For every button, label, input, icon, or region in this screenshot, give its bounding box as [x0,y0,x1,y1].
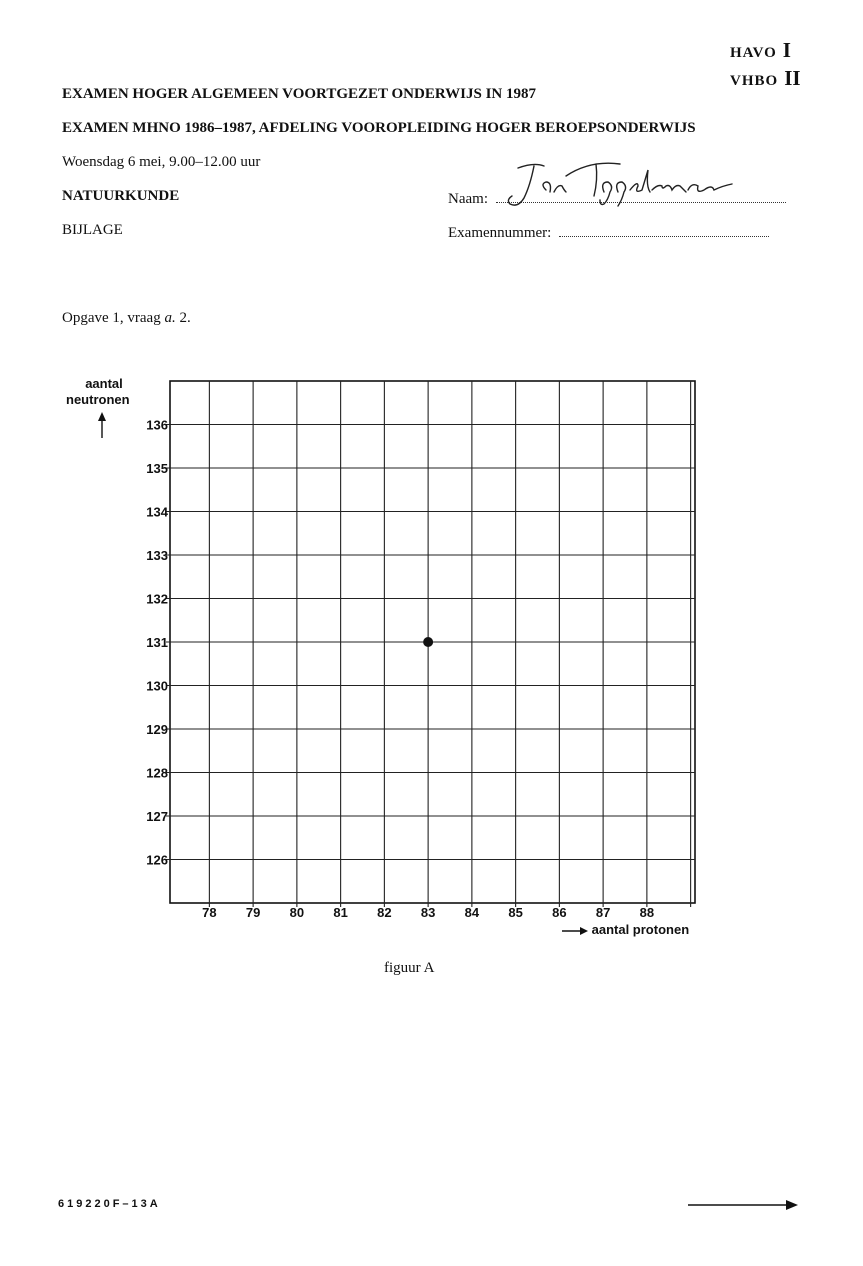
y-tick-label: 127 [146,809,168,824]
y-tick-label: 130 [146,678,168,694]
x-tick-label: 79 [245,905,261,920]
x-axis-title: aantal protonen [591,922,690,937]
exam-date-time: Woensdag 6 mei, 9.00–12.00 uur [62,154,261,170]
subject-title: NATUURKUNDE [62,188,180,204]
name-label: Naam: [448,191,488,207]
y-tick-label: 134 [146,504,168,520]
x-tick-label: 80 [289,905,305,920]
exam-title-line-2: EXAMEN MHNO 1986–1987, AFDELING VOOROPLEIDING HOGER BEROEPSONDERWIJS [62,120,696,136]
x-tick-label: 82 [377,905,392,920]
x-tick-label: 81 [333,905,348,920]
level-name: HAVO [730,45,777,61]
y-tick-label: 129 [146,722,168,737]
data-point [423,637,433,647]
y-tick-label: 132 [146,591,168,607]
x-tick-label: 78 [202,905,217,920]
x-axis-title-wrap [562,922,689,938]
level-roman: I [782,38,791,62]
appendix-label: BIJLAGE [62,222,123,238]
exam-number-label: Examennummer: [448,225,552,241]
x-tick-label: 84 [464,905,480,920]
figure-caption: figuur A [384,960,435,976]
question-suffix: 2. [175,310,191,326]
x-tick-label: 83 [420,905,436,920]
level-name: VHBO [730,73,779,89]
chart-ticks [146,418,654,921]
y-tick-label: 133 [146,548,168,563]
y-axis-title-line1: aantal [85,376,123,391]
y-axis-title-line2: neutronen [66,392,130,407]
x-tick-label: 85 [508,905,523,920]
chart-points [423,637,433,647]
y-tick-label: 135 [146,461,168,476]
level-roman: II [784,66,801,90]
arrow-right-icon [688,1198,800,1212]
y-tick-label: 126 [146,852,168,868]
y-tick-label: 131 [146,635,168,650]
document-code: 619220F–13A [58,1198,161,1210]
x-tick-label: 87 [595,905,611,920]
question-letter: a. [164,310,176,326]
question-prefix: Opgave 1, vraag [62,310,165,326]
x-tick-label: 88 [639,905,655,920]
y-tick-label: 136 [146,417,168,433]
y-tick-label: 128 [146,765,168,781]
exam-title-line-1: EXAMEN HOGER ALGEMEEN VOORTGEZET ONDERWIJS IN 1987 [62,86,537,102]
x-tick-label: 86 [552,905,567,920]
arrow-right-small-icon [562,923,588,938]
